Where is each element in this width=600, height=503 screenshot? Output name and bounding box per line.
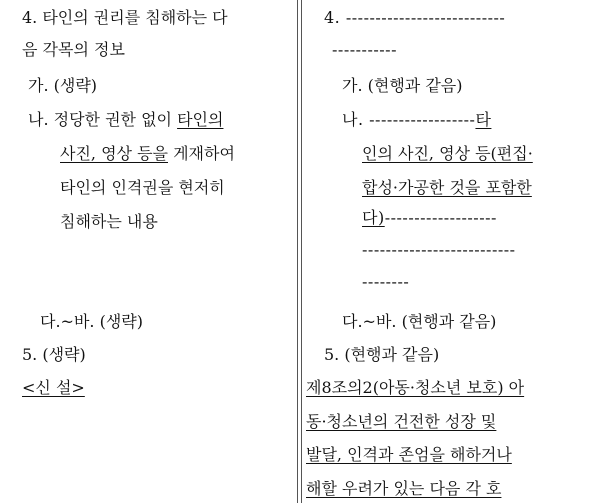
item5-revised: 5. (현행과 같음) [324, 345, 440, 364]
article-8-2-line3: 발달, 인격과 존엄을 해하거나 [306, 445, 512, 464]
item-na-line1-revised [342, 110, 491, 130]
item-na-line2 [60, 144, 235, 164]
item-na-revised-underlined-4: 다) [362, 208, 385, 227]
revised-text-column [301, 0, 600, 503]
item-da: 다.~바. (생략) [40, 312, 143, 331]
item4-line2-revised: ----------- [332, 40, 397, 59]
item-da-revised: 다.~바. (현행과 같음) [342, 312, 497, 331]
item-na-line4-revised [362, 208, 497, 228]
article-8-2-line4: 해할 우려가 있는 다음 각 호 [306, 479, 502, 498]
new-provision-label: <신 설> [22, 378, 85, 397]
item-na-line3: 타인의 인격권을 현저히 [60, 178, 225, 197]
article-8-2-line1: 제8조의2(아동·청소년 보호) 아 [306, 378, 525, 397]
item-ga: 가. (생략) [28, 76, 98, 95]
item4-line1: 4. 타인의 권리를 침해하는 다 [22, 8, 228, 27]
item-na-underlined-2: 사진, 영상 등을 [60, 144, 168, 163]
item-na-line4: 침해하는 내용 [60, 212, 158, 231]
item-na-line2-revised: 인의 사진, 영상 등(편집· [362, 144, 533, 163]
item-na-line5-revised: -------------------------- [362, 240, 516, 259]
item-na-line1 [28, 110, 223, 130]
item-na-revised-dashes-4: ------------------- [384, 208, 497, 227]
item-na-revised-underlined-0: 타 [475, 110, 492, 129]
item-na-line3-revised: 합성·가공한 것을 포함한 [362, 178, 532, 197]
item-na-prefix: 나. 정당한 권한 없이 [28, 110, 178, 129]
item-na-rest2: 게재하여 [168, 144, 235, 163]
item4-line2: 음 각목의 정보 [22, 40, 125, 59]
item-na-revised-prefix: 나. ------------------ [342, 110, 476, 129]
current-text-column [0, 0, 298, 503]
article-8-2-line2: 동·청소년의 건전한 성장 및 [306, 412, 497, 431]
item-na-line6-revised: -------- [362, 272, 410, 291]
item5: 5. (생략) [22, 345, 86, 364]
item-na-underlined-1: 타인의 [177, 110, 224, 129]
item4-line1-revised: 4. --------------------------- [324, 8, 506, 27]
item-ga-revised: 가. (현행과 같음) [342, 76, 463, 95]
